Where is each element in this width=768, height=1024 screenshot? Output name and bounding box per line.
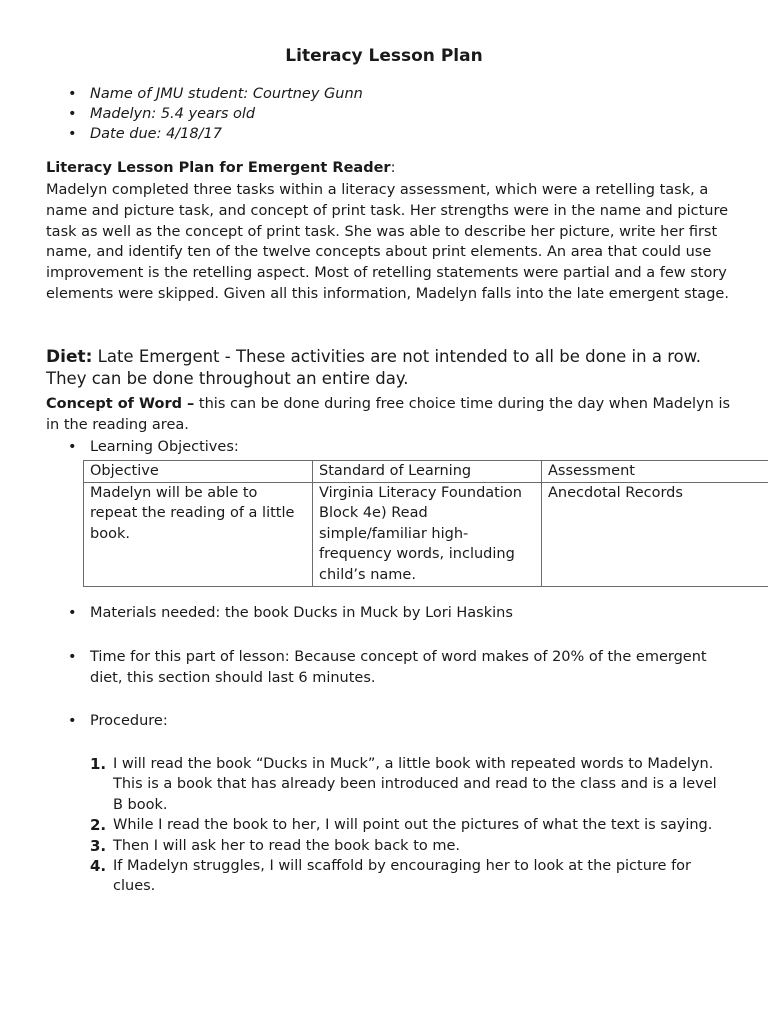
objectives-table (83, 460, 768, 587)
table-row (84, 482, 768, 586)
student-info-list (64, 84, 363, 144)
table-cell: Anecdotal Records (542, 482, 768, 586)
time-item: • Time for this part of lesson: Because concept of word makes of 20% of the emergent diet, this section should last 6 minutes. (64, 647, 740, 689)
procedure-step (90, 754, 730, 815)
diet-label: Diet: (46, 347, 93, 367)
table-header-row (84, 461, 768, 483)
assessment-summary-paragraph: Madelyn completed three tasks within a literacy assessment, which were a retelling task, a name and picture task, and concept of print task. Her strengths were in the name and picture task as well as the concept of print task. She was able to describe her picture, write her first name, and identify ten of the twelve concepts about print elements. An area that could use improvement is the retelling aspect. Most of retelling statements were partial and a few story elements were skipped. Given all this information, Madelyn falls into the late emergent stage. (46, 182, 729, 302)
table-header-cell: Objective (84, 461, 313, 483)
list-item: • Name of JMU student: Courtney Gunn (64, 84, 363, 104)
concept-of-word-label: Concept of Word – (46, 396, 195, 412)
step-text: Then I will ask her to read the book back to me. (113, 837, 461, 854)
step-text: I will read the book “Ducks in Muck”, a little book with repeated words to Madelyn. This is a book that has already been introduced and read to the class and is a level B book. (113, 756, 717, 813)
procedure-step (90, 836, 730, 856)
section-heading-colon: : (390, 160, 396, 176)
step-text: If Madelyn struggles, I will scaffold by encouraging her to look at the picture for clues. (113, 858, 692, 895)
section-heading (46, 158, 395, 178)
table-cell: Madelyn will be able to repeat the reading of a little book. (84, 482, 313, 586)
table-header-cell: Standard of Learning (313, 461, 542, 483)
learning-objectives-label: • Learning Objectives: (64, 437, 740, 458)
list-item: • Madelyn: 5.4 years old (64, 104, 363, 124)
concept-of-word-text: this can be done during free choice time during the day when Madelyn is in the reading area. (46, 396, 731, 433)
diet-text: Late Emergent - These activities are not intended to all be done in a row. They can be done throughout an entire day. (46, 347, 701, 388)
step-number: 1. (90, 755, 107, 773)
procedure-step (90, 815, 730, 835)
table-header-cell: Assessment (542, 461, 768, 483)
procedure-step (90, 856, 730, 897)
procedure-label: • Procedure: (64, 711, 740, 732)
procedure-list (90, 754, 730, 897)
list-item: • Date due: 4/18/17 (64, 124, 363, 144)
materials-item: • Materials needed: the book Ducks in Muck by Lori Haskins (64, 603, 740, 624)
page-title: Literacy Lesson Plan (285, 46, 483, 66)
step-number: 2. (90, 816, 107, 835)
concept-of-word-paragraph (46, 394, 736, 436)
section-heading-label: Literacy Lesson Plan for Emergent Reader (46, 160, 391, 176)
step-number: 3. (90, 836, 107, 855)
step-number: 4. (90, 857, 107, 876)
diet-heading (46, 346, 746, 390)
step-text: While I read the book to her, I will point out the pictures of what the text is saying. (113, 817, 713, 834)
table-cell: Virginia Literacy Foundation Block 4e) Read simple/familiar high-frequency words, including child’s name. (313, 482, 542, 586)
